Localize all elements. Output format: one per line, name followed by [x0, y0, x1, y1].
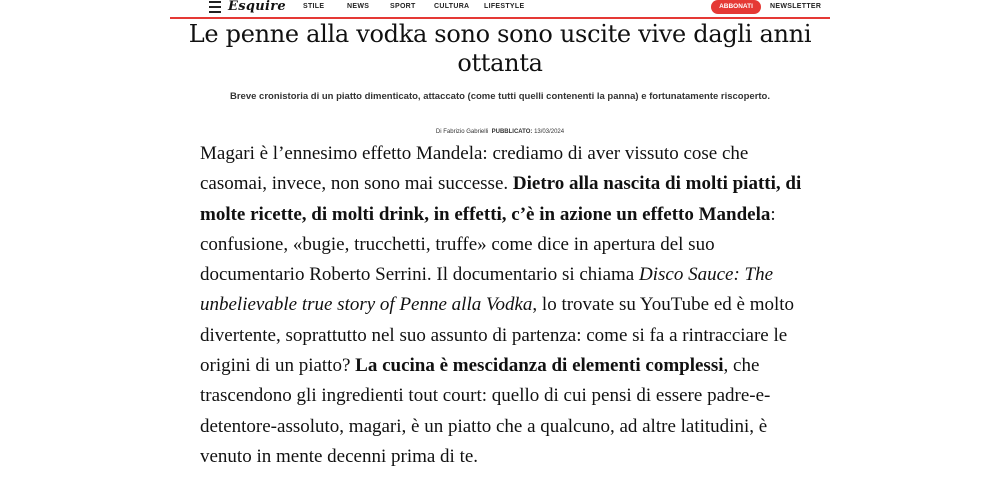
site-logo[interactable]: Esquire [228, 0, 286, 14]
newsletter-link[interactable]: NEWSLETTER [770, 3, 822, 10]
published-date: 13/03/2024 [534, 129, 565, 135]
published-label: PUBBLICATO: [491, 129, 533, 135]
nav-item-sport[interactable]: SPORT [390, 3, 416, 10]
site-header [170, 0, 830, 19]
article-byline [300, 129, 700, 135]
body-text-segment: : confusione, «bugie, trucchetti, truffe» come dice in apertura del suo documentario Roberto Serrini. Il documentario si chiama [200, 203, 776, 286]
nav-item-lifestyle[interactable]: LIFESTYLE [484, 3, 525, 10]
nav-item-cultura[interactable]: CULTURA [434, 3, 470, 10]
nav-item-stile[interactable]: STILE [303, 3, 325, 10]
article-title: Le penne alla vodka sono sono uscite vive dagli anni ottanta [188, 20, 812, 77]
body-bold-text: La cucina è mescidanza di elementi complessi [355, 355, 724, 377]
body-text-segment: , lo trovate su YouTube ed è molto divertente, soprattutto nel suo assunto di partenza: come si fa a rintracciare le origini di un piatto? [200, 294, 795, 377]
nav-item-news[interactable]: NEWS [347, 3, 370, 10]
article-body [200, 139, 810, 472]
author-name[interactable]: Di Fabrizio Gabrielli [435, 129, 489, 135]
subscribe-button[interactable]: ABBONATI [711, 0, 761, 14]
article-subtitle: Breve cronistoria di un piatto dimenticato, attaccato (come tutti quelli contenenti la panna) e fortunatamente riscoperto. [230, 91, 770, 102]
hamburger-menu-icon[interactable] [209, 1, 221, 13]
body-italic-text: Disco Sauce: The unbelievable true story of Penne alla Vodka [200, 264, 774, 316]
body-bold-text: Dietro alla nascita di molti piatti, di molte ricette, di molti drink, in effetti, c’è in azione un effetto Mandela [200, 173, 802, 225]
body-text-segment: , che trascendono gli ingredienti tout court: quello di cui pensi di essere padre-e-detentore-assoluto, magari, è un piatto che a qualcuno, ad altre latitudini, è venuto in mente decenni prima di te. [200, 355, 771, 467]
body-text-segment: Magari è l’ennesimo effetto Mandela: crediamo di aver vissuto cose che casomai, invece, non sono mai successe. [200, 143, 749, 195]
